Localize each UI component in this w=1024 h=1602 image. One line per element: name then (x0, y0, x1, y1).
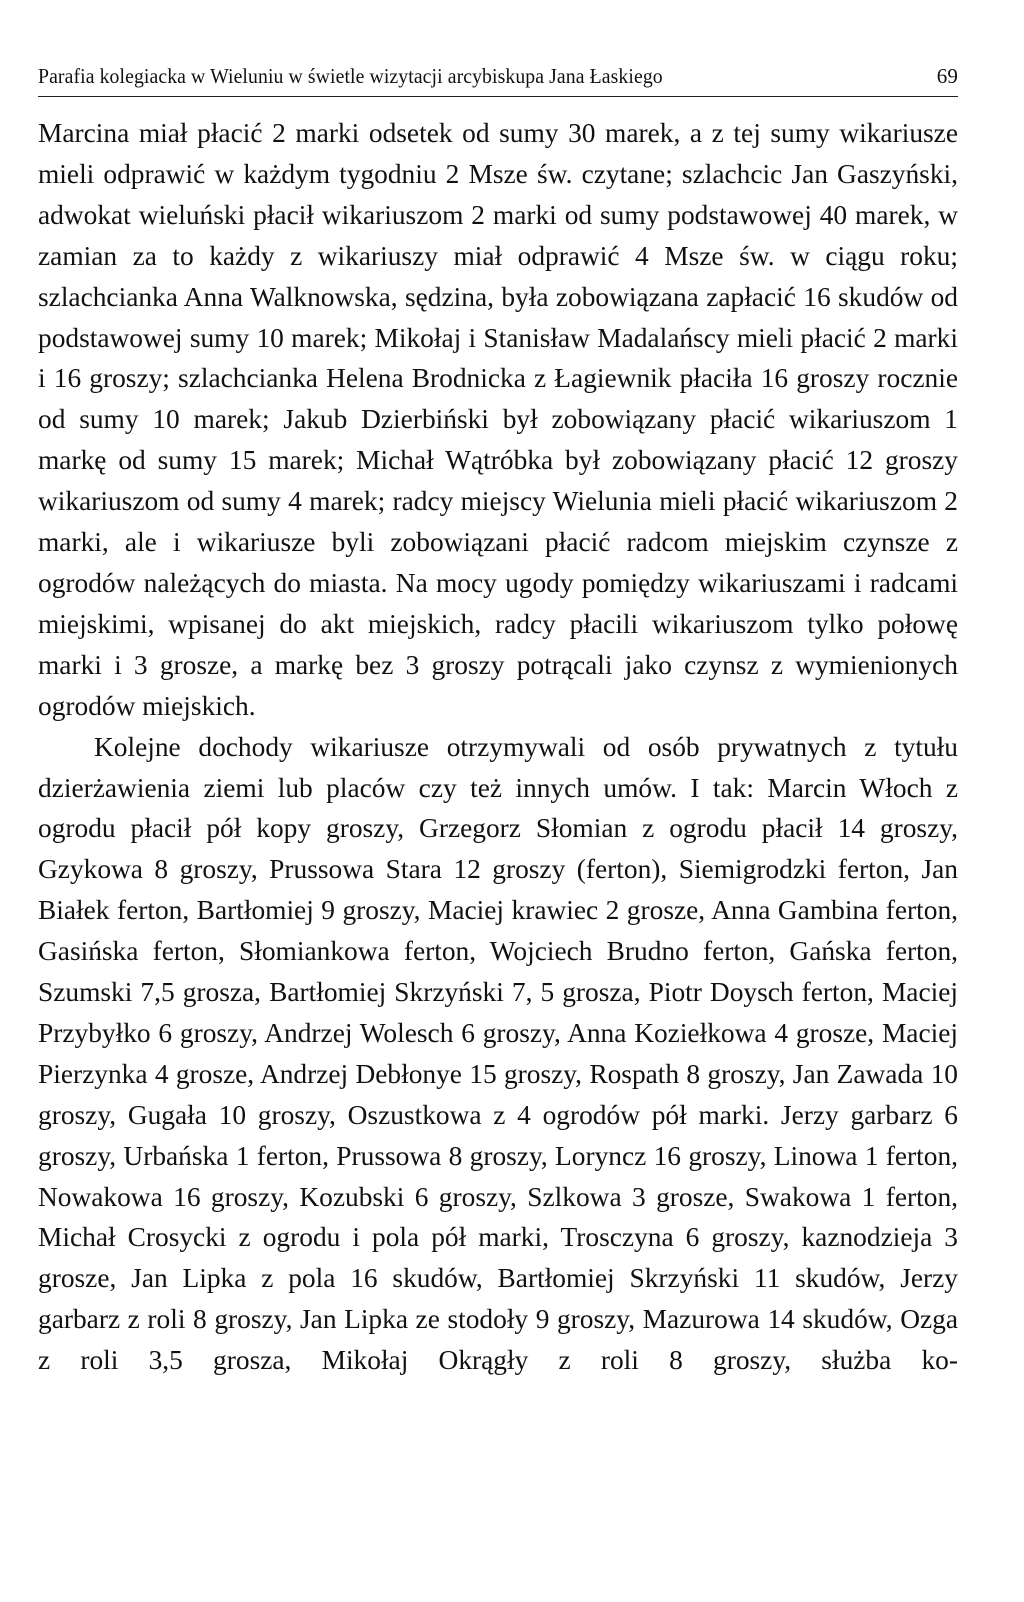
paragraph: Marcina miał płacić 2 marki odsetek od sumy 30 marek, a z tej sumy wikariusze mieli odprawić w każdym tygodniu 2 Msze św. czytane; szlachcic Jan Gaszyński, adwokat wieluński płacił wikariuszom 2 marki od sumy podstawowej 40 marek, w zamian za to każdy z wikariuszy miał odprawić 4 Msze św. w ciągu roku; szlachcianka Anna Walknowska, sędzina, była zobowiązana zapłacić 16 skudów od podstawowej sumy 10 marek; Mikołaj i Stanisław Madalańscy mieli płacić 2 marki i 16 groszy; szlachcianka Helena Brodnicka z Łagiewnik płaciła 16 groszy rocznie od sumy 10 marek; Jakub Dzierbiński był zobowiązany płacić wikariuszom 1 markę od sumy 15 marek; Michał Wątróbka był zobowiązany płacić 12 groszy wikariuszom od sumy 4 marek; radcy miejscy Wielunia mieli płacić wikariuszom 2 marki, ale i wikariusze byli zobowiązani płacić radcom miejskim czynsze z ogrodów należących do miasta. Na mocy ugody pomiędzy wikariuszami i radcami miejskimi, wpisanej do akt miejskich, radcy płacili wikariuszom tylko połowę marki i 3 grosze, a markę bez 3 groszy potrącali jako czynsz z wymienionych ogrodów miejskich. (38, 118, 958, 721)
body-text (38, 113, 958, 1381)
running-title: Parafia kolegiacka w Wieluniu w świetle wizytacji arcybiskupa Jana Łaskiego (38, 64, 663, 88)
page-number: 69 (936, 64, 958, 88)
running-header (38, 62, 958, 97)
document-page (38, 62, 958, 1381)
paragraph: Kolejne dochody wikariusze otrzymywali od osób prywatnych z tytułu dzierżawienia ziemi lub placów czy też innych umów. I tak: Marcin Włoch z ogrodu płacił pół kopy groszy, Grzegorz Słomian z ogrodu płacił 14 groszy, Gzykowa 8 groszy, Prussowa Stara 12 groszy (ferton), Siemigrodzki ferton, Jan Białek ferton, Bartłomiej 9 groszy, Maciej krawiec 2 grosze, Anna Gambina ferton, Gasińska ferton, Słomiankowa ferton, Wojciech Brudno ferton, Gańska ferton, Szumski 7,5 grosza, Bartłomiej Skrzyński 7, 5 grosza, Piotr Doysch ferton, Maciej Przybyłko 6 groszy, Andrzej Wolesch 6 groszy, Anna Koziełkowa 4 grosze, Maciej Pierzynka 4 grosze, Andrzej Debłonye 15 groszy, Rospath 8 groszy, Jan Zawada 10 groszy, Gugała 10 groszy, Oszustkowa z 4 ogrodów pół marki. Jerzy garbarz 6 groszy, Urbańska 1 ferton, Prussowa 8 groszy, Loryncz 16 groszy, Linowa 1 ferton, Nowakowa 16 groszy, Kozubski 6 groszy, Szlkowa 3 grosze, Swakowa 1 ferton, Michał Crosycki z ogrodu i pola pół marki, Trosczyna 6 groszy, kaznodzieja 3 grosze, Jan Lipka z pola 16 skudów, Bartłomiej Skrzyński 11 skudów, Jerzy garbarz z roli 8 groszy, Jan Lipka ze stodoły 9 groszy, Mazurowa 14 skudów, Ozga z roli 3,5 grosza, Mikołaj Okrągły z roli 8 groszy, służba ko- (38, 731, 958, 1376)
